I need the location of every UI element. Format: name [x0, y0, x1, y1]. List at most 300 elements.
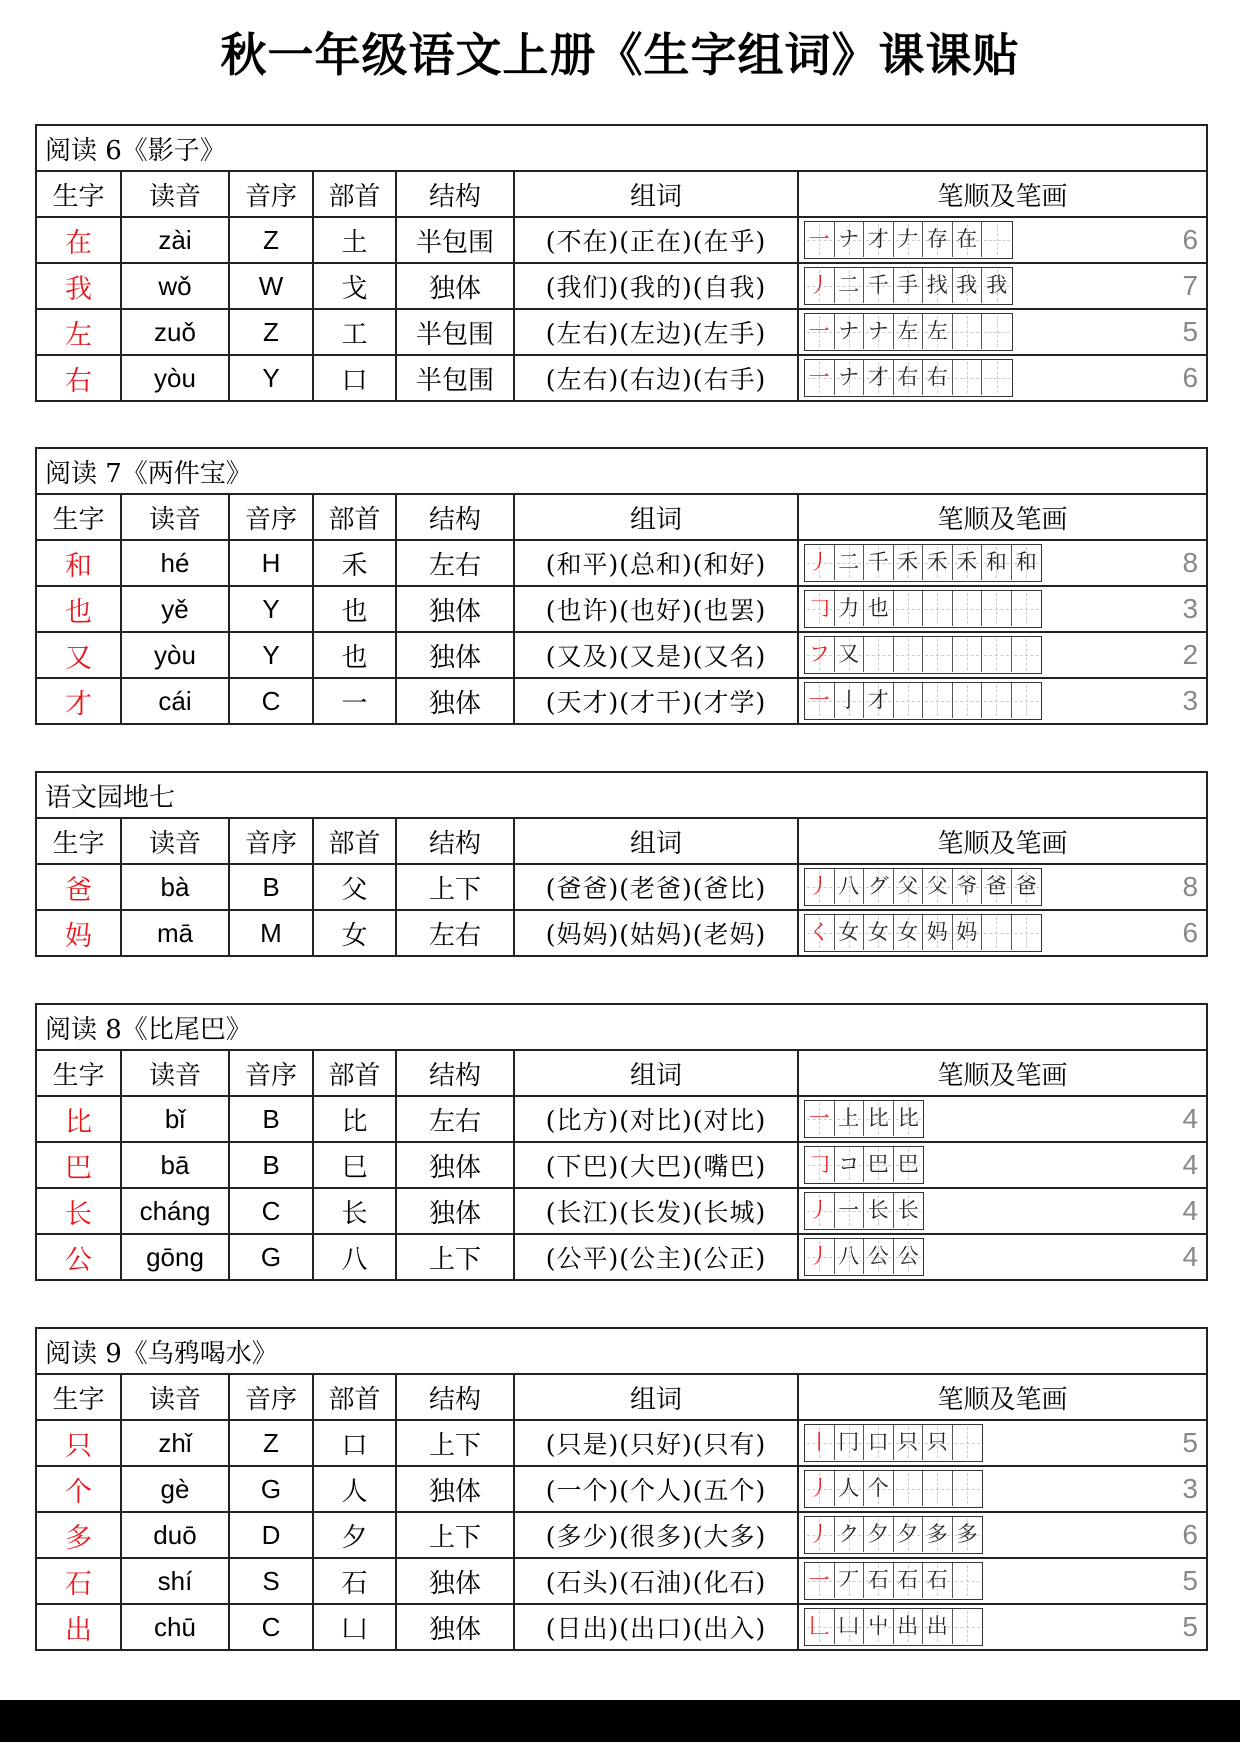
- table-row: [36, 1466, 1207, 1512]
- structure: 独体: [396, 586, 514, 632]
- structure: 上下: [396, 864, 514, 910]
- stroke-box: [805, 268, 835, 303]
- stroke-box: [835, 915, 865, 950]
- phonetic-order: S: [229, 1558, 313, 1604]
- radical: 戈: [313, 263, 396, 309]
- phonetic-order: D: [229, 1512, 313, 1558]
- stroke-box: [864, 1609, 894, 1644]
- stroke-box: [835, 1609, 865, 1644]
- stroke-step: 存: [926, 227, 948, 251]
- stroke-step: 二: [838, 550, 860, 574]
- stroke-box: [982, 683, 1012, 718]
- stroke-box: [805, 1471, 835, 1506]
- radical: 父: [313, 864, 396, 910]
- stroke-step: 出: [926, 1614, 948, 1638]
- stroke-box: [894, 1147, 924, 1182]
- footer-bar: [0, 1700, 1240, 1742]
- stroke-box: [953, 1471, 983, 1506]
- stroke-step: 一: [808, 1106, 830, 1130]
- word-groups: (我们)(我的)(自我): [514, 263, 798, 309]
- stroke-box: [982, 915, 1012, 950]
- stroke-box: [835, 1563, 865, 1598]
- header-row: [36, 818, 1207, 864]
- phonetic-order: H: [229, 540, 313, 586]
- stroke-order-cell: [798, 355, 1207, 401]
- table-row: [36, 1142, 1207, 1188]
- stroke-box: [835, 268, 865, 303]
- stroke-box: [953, 1517, 983, 1552]
- stroke-order-cell: [798, 217, 1207, 263]
- radical: 口: [313, 1420, 396, 1466]
- new-character: 也: [36, 586, 121, 632]
- stroke-order-cell: [798, 586, 1207, 632]
- word-groups: (日出)(出口)(出入): [514, 1604, 798, 1650]
- radical: 夕: [313, 1512, 396, 1558]
- word-groups: (左右)(右边)(右手): [514, 355, 798, 401]
- stroke-box: [953, 1425, 983, 1460]
- column-header: 结构: [396, 1374, 514, 1420]
- stroke-box: [894, 1101, 924, 1136]
- radical: 石: [313, 1558, 396, 1604]
- stroke-box: [864, 1471, 894, 1506]
- stroke-count: 4: [1182, 1195, 1199, 1226]
- stroke-box: [982, 869, 1012, 904]
- stroke-step: 比: [897, 1106, 919, 1130]
- radical: 一: [313, 678, 396, 724]
- stroke-count: 3: [1182, 1473, 1198, 1504]
- table-row: [36, 355, 1207, 401]
- stroke-step: 夕: [867, 1522, 889, 1546]
- stroke-box: [864, 915, 894, 950]
- stroke-step: 人: [838, 1476, 860, 1500]
- stroke-box: [805, 314, 835, 349]
- column-header: 组词: [514, 1050, 798, 1096]
- stroke-step: 女: [867, 920, 889, 944]
- structure: 独体: [396, 1142, 514, 1188]
- stroke-step: 丿: [808, 1244, 830, 1268]
- stroke-count: 5: [1182, 1611, 1198, 1642]
- word-groups: (又及)(又是)(又名): [514, 632, 798, 678]
- radical: 女: [313, 910, 396, 956]
- stroke-step: 也: [867, 596, 889, 620]
- stroke-box: [864, 360, 894, 395]
- pinyin: bǐ: [121, 1096, 229, 1142]
- stroke-step: 力: [838, 596, 860, 620]
- pinyin: yòu: [121, 355, 229, 401]
- stroke-box: [894, 268, 924, 303]
- radical: 人: [313, 1466, 396, 1512]
- stroke-box: [1012, 591, 1042, 626]
- stroke-box: [805, 591, 835, 626]
- pinyin: gè: [121, 1466, 229, 1512]
- stroke-box: [805, 360, 835, 395]
- new-character: 巴: [36, 1142, 121, 1188]
- stroke-box: [894, 1193, 924, 1228]
- stroke-order-cell: [798, 540, 1207, 586]
- stroke-step: 八: [838, 874, 860, 898]
- stroke-step: 一: [808, 1568, 830, 1592]
- phonetic-order: G: [229, 1466, 313, 1512]
- stroke-step: 巴: [897, 1152, 919, 1176]
- structure: 独体: [396, 632, 514, 678]
- stroke-box: [894, 869, 924, 904]
- stroke-box: [805, 683, 835, 718]
- word-groups: (下巴)(大巴)(嘴巴): [514, 1142, 798, 1188]
- stroke-box: [835, 869, 865, 904]
- stroke-order-cell: [798, 910, 1207, 956]
- section-title: 阅读 7《两件宝》: [36, 448, 1207, 494]
- column-header: 组词: [514, 494, 798, 540]
- stroke-box: [864, 1147, 894, 1182]
- stroke-step: ナ: [838, 227, 860, 251]
- radical: 八: [313, 1234, 396, 1280]
- stroke-order-cell: [798, 309, 1207, 355]
- structure: 独体: [396, 678, 514, 724]
- phonetic-order: Y: [229, 632, 313, 678]
- word-groups: (妈妈)(姑妈)(老妈): [514, 910, 798, 956]
- word-groups: (长江)(长发)(长城): [514, 1188, 798, 1234]
- stroke-box: [923, 637, 953, 672]
- stroke-box: [923, 591, 953, 626]
- phonetic-order: C: [229, 1604, 313, 1650]
- column-header: 生字: [36, 1050, 121, 1096]
- column-header: 生字: [36, 818, 121, 864]
- stroke-count: 5: [1182, 1565, 1198, 1596]
- column-header: 组词: [514, 818, 798, 864]
- stroke-count: 6: [1182, 224, 1199, 255]
- new-character: 才: [36, 678, 121, 724]
- stroke-box: [923, 869, 953, 904]
- stroke-step: 妈: [956, 920, 978, 944]
- stroke-box: [953, 1609, 983, 1644]
- stroke-box: [835, 360, 865, 395]
- stroke-count: 3: [1182, 593, 1199, 624]
- pinyin: zhǐ: [121, 1420, 229, 1466]
- stroke-step: 𠃌: [808, 1152, 830, 1176]
- radical: 巳: [313, 1142, 396, 1188]
- table-row: [36, 1512, 1207, 1558]
- stroke-box: [1012, 869, 1042, 904]
- stroke-box: [805, 1101, 835, 1136]
- stroke-box: [864, 1563, 894, 1598]
- stroke-box: [982, 314, 1012, 349]
- pinyin: zuǒ: [121, 309, 229, 355]
- structure: 左右: [396, 1096, 514, 1142]
- table-row: [36, 217, 1207, 263]
- stroke-step: 冂: [838, 1430, 860, 1454]
- word-groups: (爸爸)(老爸)(爸比): [514, 864, 798, 910]
- stroke-step: 千: [867, 273, 889, 297]
- stroke-box: [894, 545, 924, 580]
- stroke-box: [864, 683, 894, 718]
- stroke-step: 左: [926, 319, 948, 343]
- radical: 也: [313, 586, 396, 632]
- stroke-box: [923, 222, 953, 257]
- stroke-box: [923, 1517, 953, 1552]
- stroke-order-cell: [798, 1466, 1207, 1512]
- column-header: 音序: [229, 494, 313, 540]
- new-character: 公: [36, 1234, 121, 1280]
- pinyin: yòu: [121, 632, 229, 678]
- stroke-order-cell: [798, 1234, 1207, 1280]
- stroke-box: [864, 1517, 894, 1552]
- header-row: [36, 494, 1207, 540]
- stroke-box: [953, 915, 983, 950]
- stroke-step: 八: [838, 1244, 860, 1268]
- stroke-box: [982, 268, 1012, 303]
- radical: 工: [313, 309, 396, 355]
- stroke-step: 巴: [867, 1152, 889, 1176]
- stroke-box: [982, 222, 1012, 257]
- stroke-step: 凵: [838, 1614, 860, 1638]
- stroke-grid: [804, 636, 1042, 674]
- stroke-box: [923, 1563, 953, 1598]
- stroke-order-cell: [798, 263, 1207, 309]
- pinyin: bà: [121, 864, 229, 910]
- stroke-box: [953, 1563, 983, 1598]
- stroke-count: 8: [1182, 871, 1199, 902]
- stroke-order-cell: [798, 1188, 1207, 1234]
- stroke-step: 石: [897, 1568, 919, 1592]
- stroke-box: [894, 314, 924, 349]
- phonetic-order: Z: [229, 309, 313, 355]
- stroke-order-cell: [798, 1142, 1207, 1188]
- pinyin: bā: [121, 1142, 229, 1188]
- column-header: 读音: [121, 494, 229, 540]
- stroke-box: [923, 1425, 953, 1460]
- stroke-step: コ: [838, 1152, 860, 1176]
- stroke-step: ナ: [867, 319, 889, 343]
- structure: 半包围: [396, 217, 514, 263]
- stroke-count: 5: [1182, 1427, 1198, 1458]
- column-header: 笔顺及笔画: [798, 494, 1207, 540]
- stroke-grid: [804, 1516, 983, 1554]
- stroke-box: [835, 1147, 865, 1182]
- column-header: 组词: [514, 1374, 798, 1420]
- stroke-box: [835, 1239, 865, 1274]
- stroke-box: [923, 1471, 953, 1506]
- stroke-box: [923, 1609, 953, 1644]
- stroke-step: 丨: [808, 1430, 830, 1454]
- stroke-grid: [804, 1100, 924, 1138]
- column-header: 结构: [396, 818, 514, 864]
- table-row: [36, 632, 1207, 678]
- pinyin: duō: [121, 1512, 229, 1558]
- stroke-box: [1012, 683, 1042, 718]
- stroke-box: [805, 1517, 835, 1552]
- stroke-box: [894, 915, 924, 950]
- stroke-step: 在: [956, 227, 978, 251]
- stroke-grid: [804, 267, 1013, 305]
- new-character: 爸: [36, 864, 121, 910]
- stroke-step: 才: [867, 227, 889, 251]
- stroke-grid: [804, 544, 1042, 582]
- stroke-step: 又: [838, 642, 860, 666]
- word-groups: (也许)(也好)(也罢): [514, 586, 798, 632]
- stroke-box: [805, 915, 835, 950]
- structure: 左右: [396, 910, 514, 956]
- stroke-box: [864, 1239, 894, 1274]
- stroke-step: 石: [867, 1568, 889, 1592]
- column-header: 音序: [229, 1374, 313, 1420]
- stroke-box: [835, 1471, 865, 1506]
- stroke-step: 父: [926, 874, 948, 898]
- stroke-step: 出: [897, 1614, 919, 1638]
- stroke-box: [805, 1147, 835, 1182]
- stroke-box: [923, 360, 953, 395]
- stroke-box: [923, 314, 953, 349]
- word-groups: (多少)(很多)(大多): [514, 1512, 798, 1558]
- structure: 半包围: [396, 355, 514, 401]
- stroke-step: 个: [867, 1476, 889, 1500]
- structure: 独体: [396, 1466, 514, 1512]
- column-header: 部首: [313, 1050, 396, 1096]
- table-row: [36, 586, 1207, 632]
- stroke-step: 比: [867, 1106, 889, 1130]
- column-header: 笔顺及笔画: [798, 171, 1207, 217]
- table-row: [36, 263, 1207, 309]
- stroke-box: [953, 869, 983, 904]
- stroke-step: 禾: [926, 550, 948, 574]
- header-row: [36, 171, 1207, 217]
- stroke-step: 丿: [808, 874, 830, 898]
- stroke-order-cell: [798, 1512, 1207, 1558]
- stroke-step: 一: [808, 688, 830, 712]
- header-row: [36, 1050, 1207, 1096]
- stroke-box: [894, 222, 924, 257]
- stroke-step: 丿: [808, 1476, 830, 1500]
- stroke-box: [805, 545, 835, 580]
- stroke-box: [953, 314, 983, 349]
- phonetic-order: B: [229, 1096, 313, 1142]
- phonetic-order: Y: [229, 586, 313, 632]
- radical: 土: [313, 217, 396, 263]
- page-title: 秋一年级语文上册《生字组词》课课贴: [220, 28, 1020, 82]
- stroke-step: 多: [926, 1522, 948, 1546]
- column-header: 部首: [313, 171, 396, 217]
- stroke-box: [894, 1563, 924, 1598]
- phonetic-order: W: [229, 263, 313, 309]
- new-character: 个: [36, 1466, 121, 1512]
- stroke-grid: [804, 1146, 924, 1184]
- section-table: [35, 1003, 1208, 1281]
- stroke-step: ナ: [838, 319, 860, 343]
- stroke-step: 夕: [897, 1522, 919, 1546]
- stroke-box: [864, 637, 894, 672]
- column-header: 音序: [229, 1050, 313, 1096]
- stroke-step: 千: [867, 550, 889, 574]
- stroke-count: 4: [1182, 1241, 1199, 1272]
- table-row: [36, 910, 1207, 956]
- stroke-step: 屮: [867, 1614, 889, 1638]
- stroke-step: 爸: [1015, 874, 1037, 898]
- stroke-order-cell: [798, 1096, 1207, 1142]
- stroke-box: [982, 545, 1012, 580]
- stroke-step: 丆: [838, 1568, 860, 1592]
- stroke-step: 我: [956, 273, 978, 297]
- stroke-box: [894, 1471, 924, 1506]
- pinyin: yě: [121, 586, 229, 632]
- word-groups: (比方)(对比)(对比): [514, 1096, 798, 1142]
- stroke-box: [805, 869, 835, 904]
- stroke-count: 6: [1182, 917, 1199, 948]
- stroke-box: [953, 268, 983, 303]
- table-row: [36, 309, 1207, 355]
- table-row: [36, 1558, 1207, 1604]
- column-header: 音序: [229, 818, 313, 864]
- stroke-step: 只: [897, 1430, 919, 1454]
- stroke-box: [835, 222, 865, 257]
- radical: 长: [313, 1188, 396, 1234]
- stroke-step: 爷: [956, 874, 978, 898]
- stroke-step: 𠂇: [897, 227, 919, 251]
- stroke-box: [894, 683, 924, 718]
- stroke-step: 和: [1015, 550, 1037, 574]
- column-header: 结构: [396, 171, 514, 217]
- word-groups: (石头)(石油)(化石): [514, 1558, 798, 1604]
- stroke-grid: [804, 1562, 983, 1600]
- stroke-step: 才: [867, 365, 889, 389]
- phonetic-order: M: [229, 910, 313, 956]
- stroke-step: く: [808, 920, 830, 944]
- pinyin: shí: [121, 1558, 229, 1604]
- pinyin: mā: [121, 910, 229, 956]
- stroke-step: 一: [808, 365, 830, 389]
- stroke-step: フ: [808, 642, 830, 666]
- stroke-grid: [804, 1192, 924, 1230]
- stroke-box: [835, 1425, 865, 1460]
- pinyin: hé: [121, 540, 229, 586]
- stroke-grid: [804, 914, 1042, 952]
- stroke-step: 丿: [808, 550, 830, 574]
- column-header: 读音: [121, 1050, 229, 1096]
- section-title: 阅读 6《影子》: [36, 125, 1207, 171]
- stroke-grid: [804, 1608, 983, 1646]
- section-title: 阅读 8《比尾巴》: [36, 1004, 1207, 1050]
- stroke-order-cell: [798, 1558, 1207, 1604]
- stroke-box: [894, 1609, 924, 1644]
- stroke-box: [864, 1425, 894, 1460]
- new-character: 和: [36, 540, 121, 586]
- stroke-step: 𠃊: [808, 1614, 830, 1638]
- new-character: 妈: [36, 910, 121, 956]
- stroke-step: 找: [926, 273, 948, 297]
- stroke-grid: [804, 590, 1042, 628]
- stroke-step: ク: [838, 1522, 860, 1546]
- stroke-grid: [804, 1470, 983, 1508]
- stroke-step: 丿: [808, 1198, 830, 1222]
- structure: 半包围: [396, 309, 514, 355]
- stroke-order-cell: [798, 632, 1207, 678]
- word-groups: (和平)(总和)(和好): [514, 540, 798, 586]
- phonetic-order: Z: [229, 1420, 313, 1466]
- stroke-box: [982, 637, 1012, 672]
- section-title: 语文园地七: [36, 772, 1207, 818]
- section-table: [35, 447, 1208, 725]
- pinyin: wǒ: [121, 263, 229, 309]
- stroke-count: 5: [1182, 316, 1199, 347]
- stroke-grid: [804, 868, 1042, 906]
- stroke-box: [953, 360, 983, 395]
- stroke-box: [953, 637, 983, 672]
- word-groups: (只是)(只好)(只有): [514, 1420, 798, 1466]
- stroke-grid: [804, 359, 1013, 397]
- structure: 独体: [396, 1188, 514, 1234]
- stroke-box: [864, 222, 894, 257]
- stroke-step: 一: [808, 319, 830, 343]
- column-header: 生字: [36, 1374, 121, 1420]
- radical: 口: [313, 355, 396, 401]
